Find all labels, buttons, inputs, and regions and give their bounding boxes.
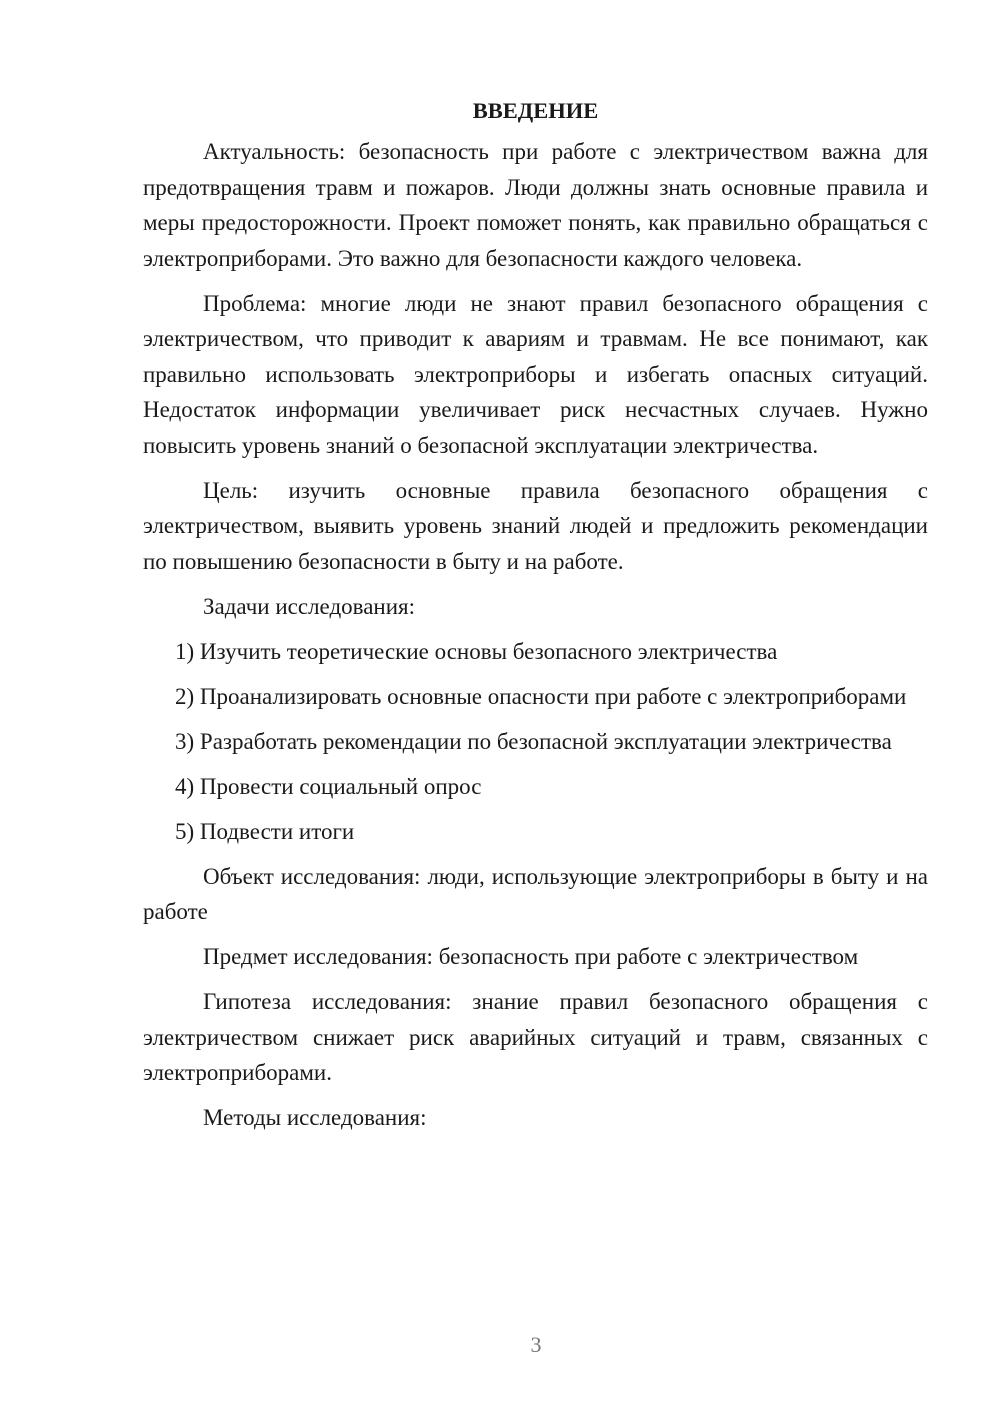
page-number: 3 [530, 1332, 542, 1357]
object-paragraph: Объект исследования: люди, использующие электроприборы в быту и на работе [143, 863, 928, 924]
document-page [143, 96, 928, 1145]
tasks-title: Задачи исследования: [203, 593, 416, 619]
task-item: 4) Провести социальный опрос [175, 773, 482, 799]
task-item: 2) Проанализировать основные опасности при работе с электроприборами [175, 683, 907, 709]
hypothesis-paragraph: Гипотеза исследования: знание правил безопасного обращения с электричеством снижает риск аварийных ситуаций и травм, связанных с электроприборами. [143, 989, 928, 1085]
relevance-paragraph: Актуальность: безопасность при работе с электричеством важна для предотвращения травм и пожаров. Люди должны знать основные правила и меры предосторожности. Проект поможет понять, как правильно обращаться с электроприборами. Это важно для безопасности каждого человека. [143, 139, 928, 271]
task-item: 3) Разработать рекомендации по безопасной эксплуатации электричества [175, 728, 892, 754]
task-item: 5) Подвести итоги [175, 818, 355, 844]
methods-paragraph: Методы исследования: [203, 1105, 427, 1130]
section-heading: ВВЕДЕНИЕ [472, 98, 599, 123]
goal-paragraph: Цель: изучить основные правила безопасного обращения с электричеством, выявить уровень знаний людей и предложить рекомендации по повышению безопасности в быту и на работе. [143, 477, 928, 574]
task-item: 1) Изучить теоретические основы безопасного электричества [175, 638, 778, 664]
problem-paragraph: Проблема: многие люди не знают правил безопасного обращения с электричеством, что приводит к авариям и травмам. Не все понимают, как правильно использовать электроприборы и избегать опасных ситуаций. Недостаток информации увеличивает риск несчастных случаев. Нужно повысить уровень знаний о безопасной эксплуатации электричества. [143, 290, 928, 458]
subject-paragraph: Предмет исследования: безопасность при работе с электричеством [203, 944, 859, 969]
